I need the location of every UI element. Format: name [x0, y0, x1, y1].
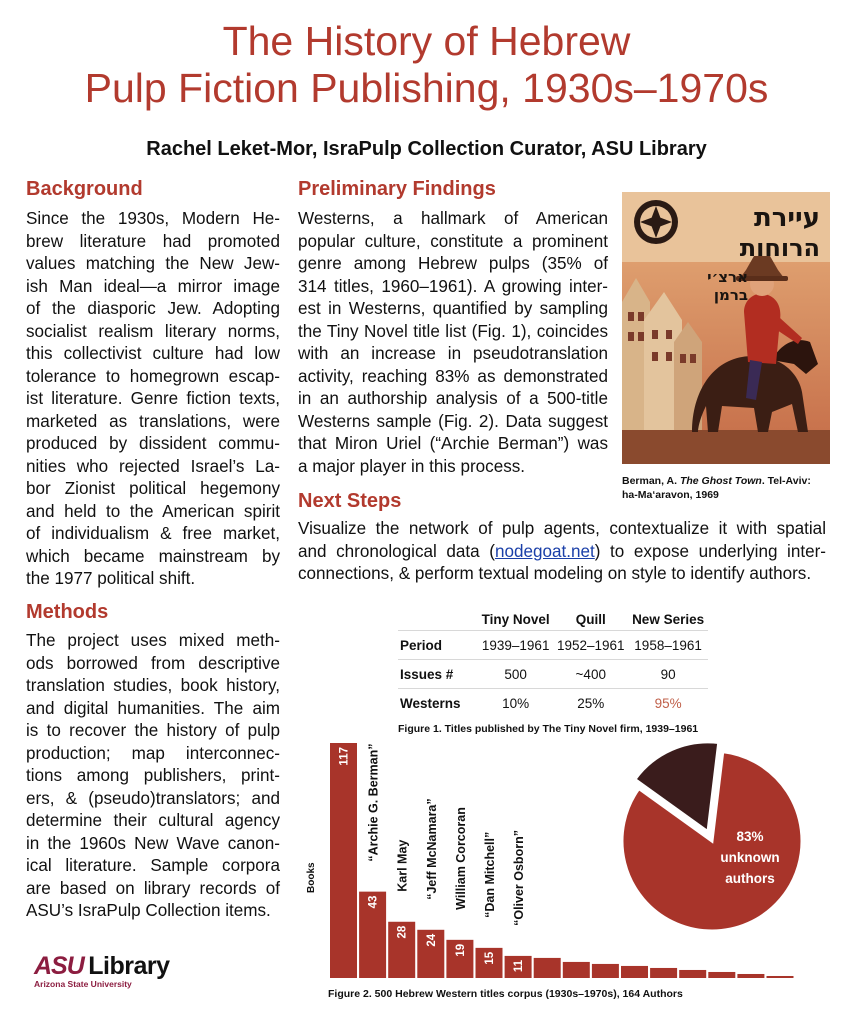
cover-caption-publisher: ha-Ma‘aravon, 1969: [622, 489, 719, 501]
background-line: of the diasporic Jew. Adopting: [26, 299, 280, 318]
pie-layer: [622, 742, 802, 931]
table-row: [398, 689, 708, 718]
logo-subtitle: Arizona State University: [34, 979, 132, 989]
bar: [534, 958, 561, 978]
table-row: [398, 631, 708, 660]
logo-asu-text: ASU: [34, 952, 84, 980]
bar-value-label: 43: [367, 895, 380, 909]
bar: [737, 974, 764, 978]
table-row-label: Westerns: [398, 689, 478, 718]
pie-label: authors: [725, 871, 775, 886]
methods-line: are based on library records of: [26, 878, 280, 898]
background-line: marketed as translations, were: [26, 411, 280, 431]
table-cell: 500: [478, 660, 553, 689]
book-cover-illustration: [622, 192, 830, 464]
methods-text: [26, 630, 280, 923]
background-line: nities who rejected Israel’s La-: [26, 456, 280, 476]
table-cell: 90: [628, 660, 708, 689]
cover-caption-title: The Ghost Town: [679, 475, 762, 487]
bar-value-label: 11: [513, 959, 526, 973]
background-line: the 1977 political shift.: [26, 569, 196, 588]
bar: [563, 962, 590, 978]
table-cell: ~400: [553, 660, 628, 689]
background-text: [26, 208, 280, 591]
cover-caption-author: Berman, A.: [622, 475, 680, 487]
methods-line: ods borrowed from descriptive: [26, 653, 280, 673]
bar: [767, 976, 794, 978]
findings-line: genre among Hebrew pulps (35% of: [298, 254, 608, 273]
bar-value-label: 117: [338, 747, 351, 766]
fig1-caption: Figure 1. Titles published by The Tiny Novel firm, 1939–1961: [398, 723, 699, 735]
methods-line: ASU’s IsraPulp Collection items.: [26, 901, 271, 920]
findings-line: in an authorship analysis of a 500-title: [298, 389, 608, 408]
fig2-caption: Figure 2. 500 Hebrew Western titles corpus (1930s–1970s), 164 Authors: [328, 988, 683, 1000]
cover-hebrew-author-2: ברמן: [713, 286, 748, 304]
next-steps-text: [298, 518, 826, 586]
table-header-cell: [398, 608, 478, 631]
asu-library-logo: [34, 952, 170, 989]
next-steps-line: connections, & perform textual modeling on style to identify authors.: [298, 564, 812, 583]
methods-heading: Methods: [26, 601, 109, 623]
methods-line: in the 1960s New Wave canon-: [26, 833, 280, 853]
methods-line: production; map interconnec-: [26, 743, 280, 763]
table-cell: 25%: [553, 689, 628, 718]
bar-category-label: “Jeff McNamara”: [424, 798, 439, 900]
bar: [708, 972, 735, 978]
bar-category-label: “Archie G. Berman”: [366, 743, 381, 862]
background-line: Since the 1930s, Modern He-: [26, 209, 280, 228]
book-cover-image: [622, 192, 830, 464]
cover-hebrew-title-2: הרוחות: [739, 234, 820, 262]
findings-line: Westerns sample (Fig. 2). Data suggest: [298, 411, 608, 431]
findings-line: est in Westerns, quantified by sampling: [298, 299, 608, 318]
background-line: and held to the American spirit: [26, 501, 280, 521]
background-heading: Background: [26, 178, 143, 200]
pie-label: unknown: [720, 850, 780, 865]
methods-line: and digital humanities. The aim: [26, 698, 280, 718]
background-line: of individualism & free market,: [26, 524, 280, 543]
cover-hebrew-title-1: עיירת: [753, 203, 820, 233]
methods-line: ers, & (pseudo)translators; and: [26, 788, 280, 808]
findings-line: the Tiny Novel title list (Fig. 1), coincides: [298, 321, 608, 341]
findings-line: 314 titles, 1960–1961). A growing inter-: [298, 276, 608, 296]
poster-title-line-2: Pulp Fiction Publishing, 1930s–1970s: [84, 65, 769, 111]
bar-category-label: William Corcoran: [453, 807, 468, 910]
findings-heading: Preliminary Findings: [298, 178, 496, 200]
background-line: socialist realism literary norms,: [26, 321, 280, 341]
background-line: which became mainstream by: [26, 546, 280, 566]
bar-category-label: “Oliver Osborn”: [512, 830, 527, 926]
bar-category-label: “Art Balmer”: [337, 662, 352, 739]
cover-hebrew-author-1: ארצ׳י: [707, 268, 748, 286]
poster-title-line-1: The History of Hebrew: [222, 18, 631, 64]
background-line: this collectivist culture had low: [26, 344, 280, 363]
methods-line: translation studies, book history,: [26, 676, 280, 695]
findings-text: [298, 208, 608, 478]
logo-library-text: Library: [88, 952, 170, 980]
pie-label: 83%: [736, 829, 764, 844]
methods-line: tions among publishers, print-: [26, 766, 280, 785]
methods-line: ical literature. Sample corpora: [26, 856, 280, 875]
findings-line: that Miron Uriel (“Archie Berman”) was: [298, 434, 608, 453]
table-cell-highlight: 95%: [628, 689, 708, 718]
findings-line: activity, reaching 83% as demonstrated: [298, 366, 608, 386]
bar-category-label: Karl May: [395, 839, 410, 892]
background-line: produced by dissident commu-: [26, 434, 280, 453]
background-line: tolerance to homegrown escap-: [26, 366, 280, 386]
table-cell: 1952–1961: [553, 631, 628, 660]
bar-value-label: 28: [396, 925, 409, 939]
background-line: ist literature. Genre fiction texts,: [26, 389, 280, 408]
bar-category-label: “Dan Mitchell”: [483, 831, 497, 918]
background-line: values matching the New Jew-: [26, 254, 280, 273]
background-line: brew literature had promoted: [26, 231, 280, 251]
poster-subtitle: Rachel Leket-Mor, IsraPulp Collection Curator, ASU Library: [146, 138, 707, 160]
table-row-label: Issues #: [398, 660, 478, 689]
findings-line: with an increase in pseudotranslation: [298, 344, 608, 363]
next-steps-line: Visualize the network of pulp agents, contextualize it with spatial: [298, 519, 826, 538]
table-header-row: [398, 608, 708, 631]
nodegoat-link[interactable]: nodegoat.net: [494, 541, 595, 561]
cover-caption-place: . Tel-Aviv:: [761, 475, 811, 487]
background-line: bor Zionist political hegemony: [26, 479, 280, 498]
next-steps-line: [298, 541, 826, 564]
bar: [330, 743, 357, 978]
methods-line: is to recover the history of pulp: [26, 721, 280, 740]
findings-line: Westerns, a hallmark of American: [298, 209, 608, 228]
next-steps-heading: Next Steps: [298, 490, 402, 512]
table-cell: 1939–1961: [478, 631, 553, 660]
fig1-table: [398, 608, 708, 717]
table-row-label: Period: [398, 631, 478, 660]
table-header-cell: Quill: [575, 611, 606, 627]
background-line: ish Man ideal—a mirror image: [26, 276, 280, 296]
bar: [650, 968, 677, 978]
table-cell: 1958–1961: [628, 631, 708, 660]
next-steps-text-pre: and chronological data (: [298, 541, 495, 561]
bar: [679, 970, 706, 978]
cover-caption: [622, 474, 842, 502]
table-header-cell: Tiny Novel: [481, 611, 550, 627]
methods-line: determine their cultural agency: [26, 811, 280, 830]
table-cell: 10%: [478, 689, 553, 718]
bar-value-label: 15: [484, 951, 496, 965]
table-row: [398, 660, 708, 689]
findings-line: popular culture, constitute a prominent: [298, 231, 608, 251]
next-steps-text-post: ) to expose underlying inter-: [594, 541, 826, 561]
bar-value-label: 24: [425, 933, 438, 947]
table-header-cell: New Series: [632, 611, 705, 627]
y-axis-label: Books: [306, 862, 317, 893]
bar: [592, 964, 619, 978]
bar-value-label: 19: [454, 943, 467, 957]
bar: [621, 966, 648, 978]
methods-line: The project uses mixed meth-: [26, 631, 280, 650]
findings-line: a major player in this process.: [298, 456, 526, 476]
